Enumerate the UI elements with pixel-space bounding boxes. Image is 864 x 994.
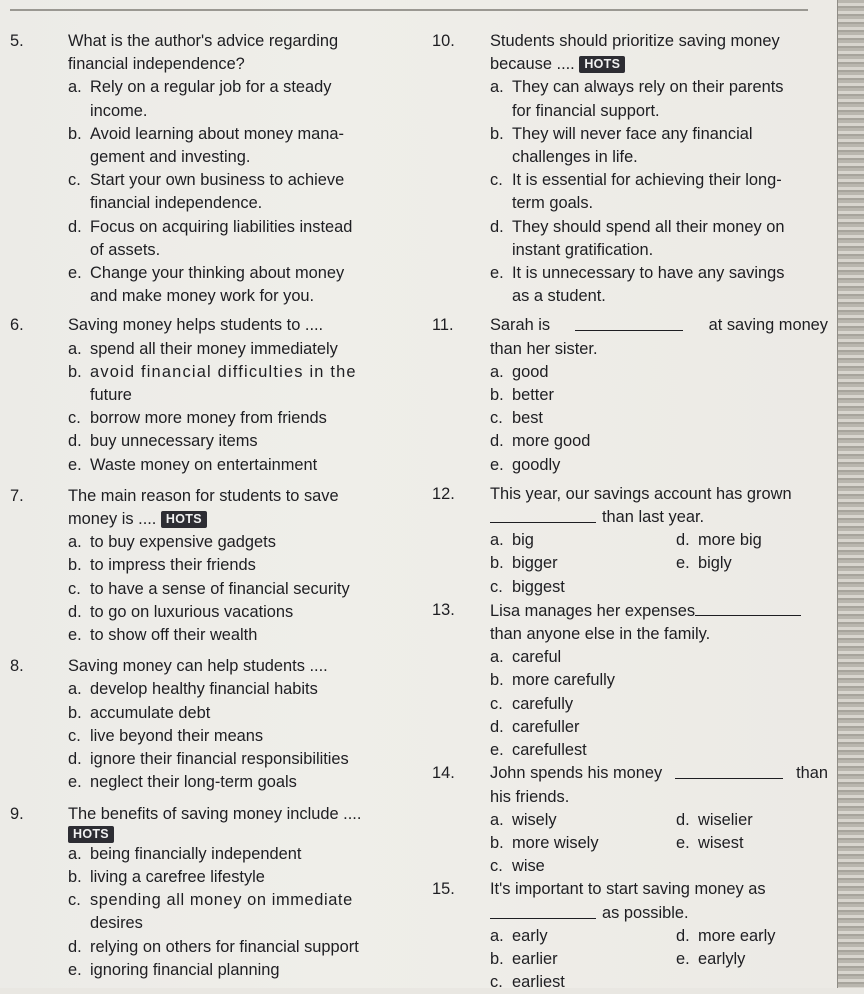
- question-text: The main reason for students to save: [68, 486, 339, 505]
- option-a[interactable]: a. spend all their money immediately: [68, 339, 338, 358]
- option-e[interactable]: e. It is unnecessary to have any savings as a student.: [490, 264, 785, 306]
- question-number: 12.: [432, 484, 455, 503]
- option-c[interactable]: c. earliest: [490, 973, 565, 992]
- question-text: John spends his money: [490, 764, 663, 783]
- hots-badge: HOTS: [161, 511, 207, 528]
- right-column: [432, 30, 828, 994]
- question-text: Students should prioritize saving money: [490, 32, 780, 50]
- option-e[interactable]: e. carefullest: [490, 741, 587, 760]
- option-e[interactable]: e. neglect their long-term goals: [68, 773, 297, 792]
- hots-badge: HOTS: [68, 826, 114, 843]
- option-d[interactable]: d. Focus on acquiring liabilities instead of assets.: [68, 217, 353, 259]
- question-text: than her sister.: [490, 339, 598, 358]
- option-d[interactable]: d. ignore their financial responsibilities: [68, 750, 349, 769]
- question-text: money is ....: [68, 510, 157, 529]
- question-10: [432, 30, 828, 308]
- question-text: than: [796, 764, 828, 783]
- option-a[interactable]: a. careful: [490, 648, 562, 667]
- question-text: Lisa manages her expenses: [490, 601, 696, 620]
- option-d[interactable]: d. carefuller: [490, 717, 580, 736]
- option-b[interactable]: b. more carefully: [490, 671, 615, 690]
- option-b[interactable]: b. accumulate debt: [68, 703, 211, 722]
- option-b[interactable]: b. more wisely: [490, 833, 599, 852]
- option-c[interactable]: c. biggest: [490, 577, 565, 596]
- option-b[interactable]: b. bigger: [490, 554, 558, 573]
- question-text: financial independence?: [68, 55, 245, 74]
- question-text: It's important to start saving money as: [490, 880, 766, 899]
- answer-blank[interactable]: [675, 762, 783, 779]
- option-a[interactable]: a. They can always rely on their parents for financial support.: [490, 78, 784, 120]
- option-b[interactable]: b. earlier: [490, 949, 558, 968]
- option-e[interactable]: e. earlyly: [676, 949, 746, 968]
- question-number: 15.: [432, 880, 455, 899]
- option-c[interactable]: c. borrow more money from friends: [68, 409, 327, 428]
- question-13: [432, 599, 828, 762]
- option-b[interactable]: b. They will never face any financial challenges in life.: [490, 124, 753, 167]
- question-text: his friends.: [490, 787, 570, 806]
- option-c[interactable]: c. best: [490, 409, 543, 428]
- question-text: than anyone else in the family.: [490, 625, 711, 644]
- question-15: [432, 878, 828, 994]
- question-text: at saving money: [708, 316, 828, 335]
- top-rule: [10, 9, 808, 11]
- option-c[interactable]: c. It is essential for achieving their long- term goals.: [490, 171, 782, 213]
- answer-blank[interactable]: [490, 506, 596, 523]
- option-a[interactable]: a. develop healthy financial habits: [68, 680, 318, 699]
- question-12: [432, 483, 828, 599]
- options-grid: [432, 925, 828, 994]
- question-text: because ....: [490, 55, 575, 74]
- question-number: 7.: [10, 486, 24, 505]
- answer-blank[interactable]: [695, 599, 801, 616]
- question-6: [10, 314, 418, 476]
- option-a[interactable]: a. early: [490, 926, 548, 945]
- option-a[interactable]: a. being financially independent: [68, 844, 302, 863]
- option-c[interactable]: c. live beyond their means: [68, 726, 264, 745]
- option-e[interactable]: e. wisest: [676, 833, 744, 852]
- option-b[interactable]: b. better: [490, 386, 554, 405]
- answer-blank[interactable]: [575, 314, 683, 331]
- question-9: [10, 803, 418, 982]
- question-number: 13.: [432, 600, 455, 619]
- question-7: [10, 485, 418, 647]
- option-a[interactable]: a. Rely on a regular job for a steady income.: [68, 78, 332, 120]
- option-c[interactable]: c. to have a sense of financial security: [68, 579, 350, 598]
- question-number: 9.: [10, 804, 24, 823]
- question-number: 11.: [432, 316, 454, 335]
- question-number: 14.: [432, 764, 455, 783]
- option-c[interactable]: c. spending all money on immediate desires: [68, 891, 353, 933]
- question-text: What is the author's advice regarding: [68, 32, 339, 50]
- option-d[interactable]: d. They should spend all their money on instant gratification.: [490, 217, 785, 259]
- option-b[interactable]: b. living a carefree lifestyle: [68, 867, 265, 886]
- option-d[interactable]: d. wiselier: [676, 810, 753, 829]
- option-e[interactable]: e. to show off their wealth: [68, 626, 258, 645]
- option-e[interactable]: e. bigly: [676, 554, 732, 573]
- option-e[interactable]: e. goodly: [490, 455, 561, 474]
- option-e[interactable]: e. Change your thinking about money and make money work for you.: [68, 264, 345, 306]
- question-text: as possible.: [602, 903, 689, 922]
- options-grid: [432, 809, 828, 879]
- options-grid: [432, 529, 828, 599]
- question-text: This year, our savings account has grown: [490, 484, 792, 503]
- option-d[interactable]: d. more big: [676, 531, 762, 550]
- question-number: 5.: [10, 32, 24, 50]
- option-c[interactable]: c. Start your own business to achieve financial independence.: [68, 171, 345, 213]
- question-number: 6.: [10, 316, 24, 335]
- question-text: The benefits of saving money include ....: [68, 804, 362, 823]
- option-d[interactable]: d. more good: [490, 432, 591, 451]
- left-column: [10, 30, 418, 982]
- option-d[interactable]: d. more early: [676, 926, 776, 945]
- question-text: Sarah is: [490, 316, 551, 335]
- option-b[interactable]: b. Avoid learning about money mana- gement and investing.: [68, 124, 344, 167]
- option-c[interactable]: c. carefully: [490, 694, 574, 713]
- question-text: than last year.: [602, 508, 705, 527]
- option-e[interactable]: e. Waste money on entertainment: [68, 455, 318, 474]
- option-a[interactable]: a. to buy expensive gadgets: [68, 533, 276, 552]
- question-5: [10, 30, 418, 308]
- question-number: 8.: [10, 657, 24, 676]
- option-d[interactable]: d. to go on luxurious vacations: [68, 602, 294, 621]
- option-d[interactable]: d. relying on others for financial support: [68, 937, 359, 956]
- option-a[interactable]: a. good: [490, 362, 549, 381]
- book-page-edge: [837, 0, 864, 988]
- option-b[interactable]: b. avoid financial difficulties in the future: [68, 362, 357, 405]
- question-14: [432, 762, 828, 878]
- option-e[interactable]: e. ignoring financial planning: [68, 960, 280, 979]
- question-number: 10.: [432, 32, 455, 50]
- option-a[interactable]: a. wisely: [490, 810, 557, 829]
- question-11: [432, 314, 828, 476]
- question-text: Saving money can help students ....: [68, 657, 328, 676]
- hots-badge: HOTS: [579, 56, 625, 73]
- option-a[interactable]: a. big: [490, 531, 534, 550]
- question-8: [10, 655, 418, 794]
- option-c[interactable]: c. wise: [490, 857, 545, 876]
- option-b[interactable]: b. to impress their friends: [68, 556, 256, 575]
- question-text: Saving money helps students to ....: [68, 316, 324, 335]
- option-d[interactable]: d. buy unnecessary items: [68, 432, 258, 451]
- answer-blank[interactable]: [490, 902, 596, 919]
